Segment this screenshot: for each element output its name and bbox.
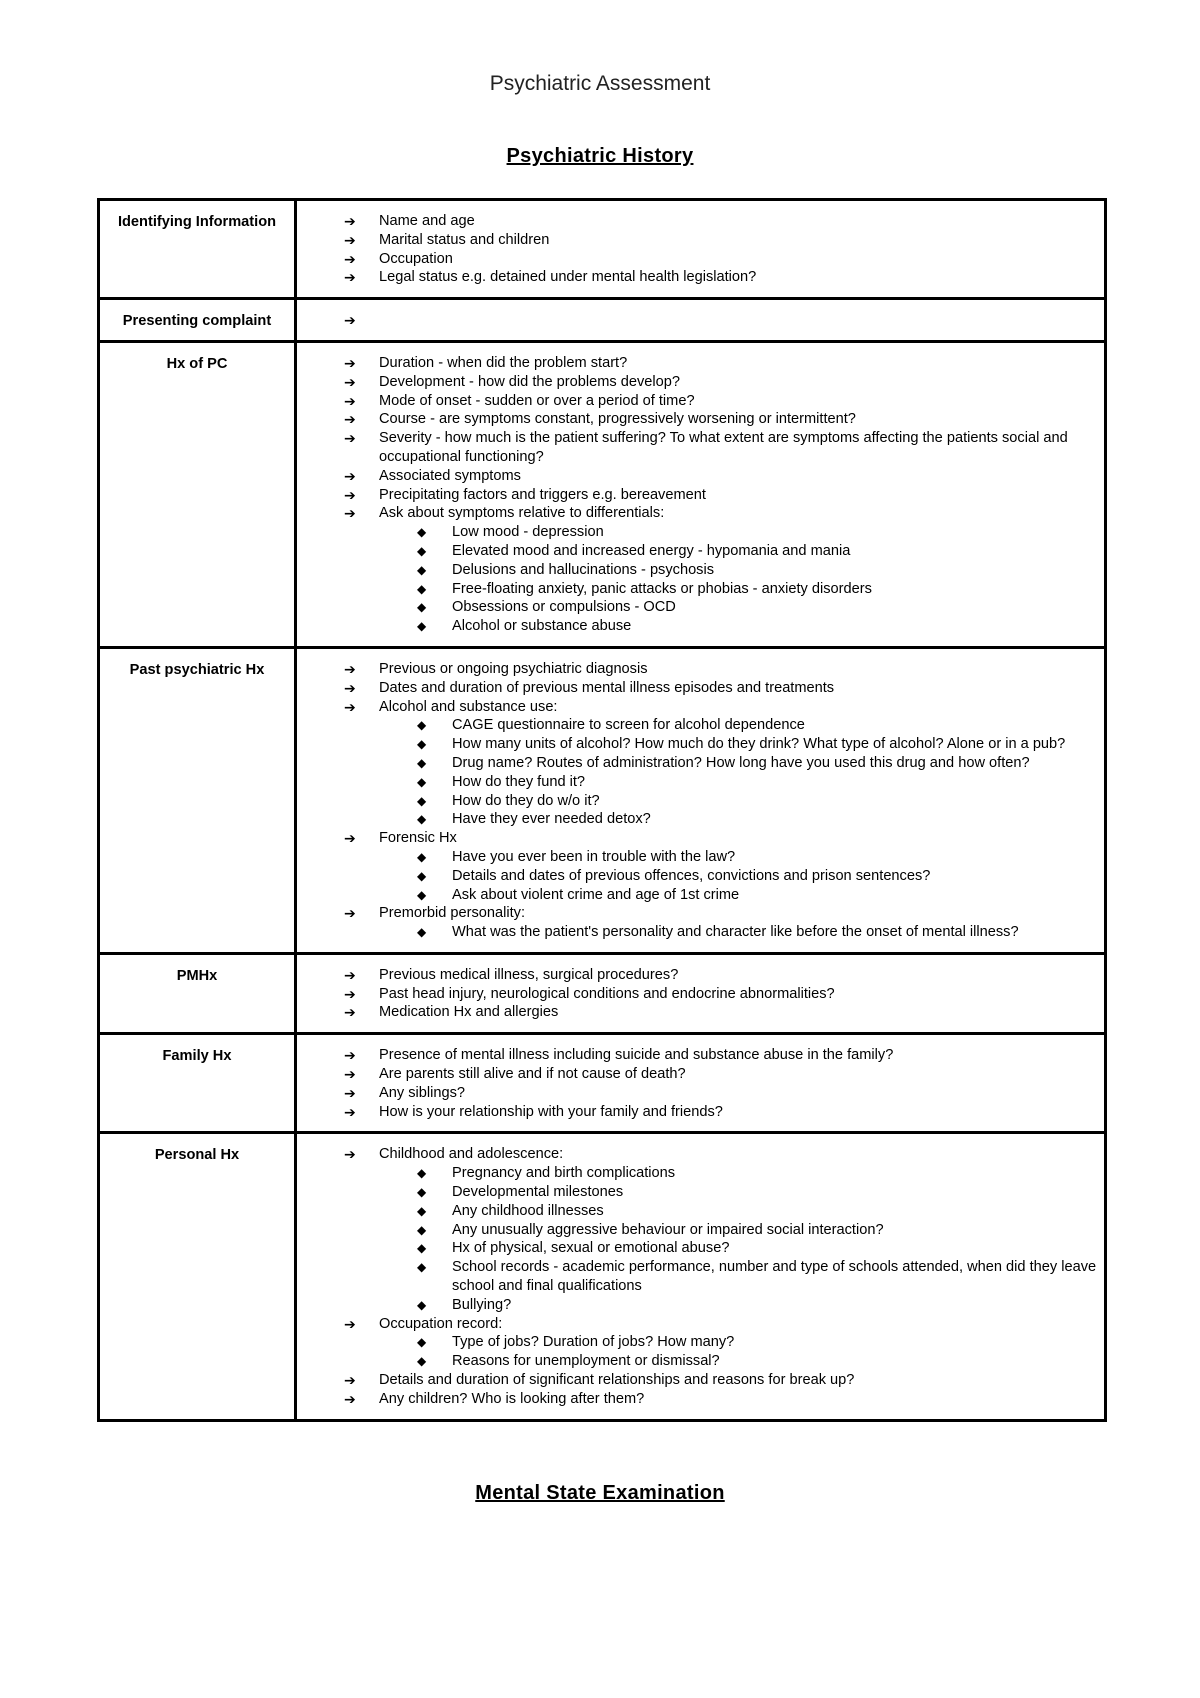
sub-list-item [379, 773, 1098, 792]
sub-list-item [379, 1164, 1098, 1183]
diamond-bullet-icon: ◆ [417, 868, 427, 883]
table-row [99, 341, 1106, 647]
sub-list-item [379, 810, 1098, 829]
arrow-right-icon: ➔ [344, 486, 356, 503]
arrow-right-icon: ➔ [344, 1372, 356, 1389]
sub-list-item [379, 1258, 1098, 1296]
diamond-bullet-icon: ◆ [417, 1166, 427, 1181]
arrow-right-icon: ➔ [344, 467, 356, 484]
row-content [296, 953, 1106, 1033]
document-title: Psychiatric Assessment [489, 72, 711, 95]
row-label: Past psychiatric Hx [99, 647, 296, 953]
sub-item-text: Reasons for unemployment or dismissal? [452, 1353, 720, 1370]
list-item [297, 231, 1098, 250]
sub-list-item [379, 561, 1098, 580]
sub-item-text: School records - academic performance, number and type of schools attended, when did they leave school and final qualifications [452, 1259, 1097, 1295]
item-text: Forensic Hx [379, 830, 457, 847]
item-list [297, 311, 1098, 330]
diamond-bullet-icon: ◆ [417, 793, 427, 808]
diamond-bullet-icon: ◆ [417, 581, 427, 596]
arrow-right-icon: ➔ [344, 1084, 356, 1101]
sub-list-item [379, 886, 1098, 905]
arrow-right-icon: ➔ [344, 392, 356, 409]
sub-list-item [379, 617, 1098, 636]
list-item [297, 311, 1098, 330]
sub-item-text: Low mood - depression [452, 524, 604, 541]
row-label: Hx of PC [99, 341, 296, 647]
arrow-right-icon: ➔ [344, 1103, 356, 1120]
arrow-right-icon: ➔ [344, 698, 356, 715]
diamond-bullet-icon: ◆ [417, 1222, 427, 1237]
sub-item-text: Developmental milestones [452, 1184, 624, 1201]
sub-item-text: Obsessions or compulsions - OCD [452, 599, 676, 616]
table-row [99, 1133, 1106, 1420]
table-row [99, 200, 1106, 299]
sub-item-text: Bullying? [452, 1296, 512, 1313]
list-item [297, 660, 1098, 679]
sub-item-list [379, 923, 1098, 942]
row-label: Presenting complaint [99, 299, 296, 342]
item-list [297, 966, 1098, 1022]
list-item [297, 354, 1098, 373]
sub-list-item [379, 1352, 1098, 1371]
list-item [297, 467, 1098, 486]
arrow-right-icon: ➔ [344, 269, 356, 286]
list-item [297, 904, 1098, 942]
sub-list-item [379, 867, 1098, 886]
item-text: Course - are symptoms constant, progressively worsening or intermittent? [379, 411, 856, 428]
item-text: Severity - how much is the patient suffering? To what extent are symptoms affecting the patients social and occupational functioning? [379, 430, 1068, 465]
table-row [99, 953, 1106, 1033]
sub-list-item [379, 598, 1098, 617]
sub-item-list [379, 848, 1098, 904]
list-item [297, 698, 1098, 830]
arrow-right-icon: ➔ [344, 985, 356, 1002]
sub-item-list [379, 1333, 1098, 1371]
diamond-bullet-icon: ◆ [417, 1203, 427, 1218]
row-content [296, 200, 1106, 299]
diamond-bullet-icon: ◆ [417, 1335, 427, 1350]
sub-item-text: Type of jobs? Duration of jobs? How many? [452, 1334, 735, 1351]
item-text: Details and duration of significant relationships and reasons for break up? [379, 1372, 855, 1389]
list-item [297, 1145, 1098, 1314]
sub-item-list [379, 523, 1098, 636]
item-text: Are parents still alive and if not cause of death? [379, 1066, 686, 1083]
diamond-bullet-icon: ◆ [417, 525, 427, 540]
sub-item-text: Pregnancy and birth complications [452, 1165, 676, 1182]
item-text: Ask about symptoms relative to differentials: [379, 505, 665, 522]
item-text: Presence of mental illness including suicide and substance abuse in the family? [379, 1047, 894, 1064]
sub-item-text: How many units of alcohol? How much do they drink? What type of alcohol? Alone or in a pub? [452, 736, 1066, 753]
item-list [297, 1145, 1098, 1408]
arrow-right-icon: ➔ [344, 312, 356, 329]
sub-item-text: Drug name? Routes of administration? How long have you used this drug and how often? [452, 754, 1030, 771]
sub-list-item [379, 1296, 1098, 1315]
row-content [296, 1034, 1106, 1133]
item-text: Precipitating factors and triggers e.g. bereavement [379, 486, 706, 503]
sub-item-text: Hx of physical, sexual or emotional abuse? [452, 1240, 730, 1257]
sub-list-item [379, 1333, 1098, 1352]
sub-item-text: Details and dates of previous offences, convictions and prison sentences? [452, 867, 931, 884]
item-list [297, 354, 1098, 636]
list-item [297, 829, 1098, 904]
arrow-right-icon: ➔ [344, 1390, 356, 1407]
sub-list-item [379, 1183, 1098, 1202]
item-text: Any children? Who is looking after them? [379, 1390, 645, 1407]
sub-list-item [379, 523, 1098, 542]
list-item [297, 212, 1098, 231]
row-label: PMHx [99, 953, 296, 1033]
diamond-bullet-icon: ◆ [417, 718, 427, 733]
arrow-right-icon: ➔ [344, 213, 356, 229]
item-text: Premorbid personality: [379, 905, 526, 922]
arrow-right-icon: ➔ [344, 660, 356, 677]
item-text: How is your relationship with your family and friends? [379, 1103, 723, 1120]
arrow-right-icon: ➔ [344, 430, 356, 447]
diamond-bullet-icon: ◆ [417, 774, 427, 789]
item-text: Development - how did the problems develop? [379, 373, 680, 390]
diamond-bullet-icon: ◆ [417, 619, 427, 634]
sub-list-item [379, 848, 1098, 867]
diamond-bullet-icon: ◆ [417, 737, 427, 752]
item-text: Any siblings? [379, 1084, 465, 1101]
item-text: Associated symptoms [379, 467, 521, 484]
sub-item-text: Ask about violent crime and age of 1st crime [452, 886, 740, 903]
table-row [99, 647, 1106, 953]
sub-item-text: Have they ever needed detox? [452, 811, 651, 828]
arrow-right-icon: ➔ [344, 905, 356, 922]
table-row [99, 299, 1106, 342]
item-text: Childhood and adolescence: [379, 1146, 564, 1163]
item-text: Medication Hx and allergies [379, 1004, 559, 1021]
arrow-right-icon: ➔ [344, 1047, 356, 1064]
diamond-bullet-icon: ◆ [417, 600, 427, 615]
sub-list-item [379, 923, 1098, 942]
item-text: Occupation record: [379, 1315, 503, 1332]
sub-item-text: Elevated mood and increased energy - hypomania and mania [452, 542, 851, 559]
diamond-bullet-icon: ◆ [417, 849, 427, 864]
sub-list-item [379, 1221, 1098, 1240]
sub-list-item [379, 735, 1098, 754]
psychiatric-history-table [97, 198, 1107, 1422]
row-content [296, 647, 1106, 953]
sub-list-item [379, 580, 1098, 599]
sub-item-text: How do they fund it? [452, 773, 586, 790]
history-table-body [99, 200, 1106, 1421]
item-text: Legal status e.g. detained under mental health legislation? [379, 269, 757, 286]
diamond-bullet-icon: ◆ [417, 543, 427, 558]
diamond-bullet-icon: ◆ [417, 1185, 427, 1200]
diamond-bullet-icon: ◆ [417, 755, 427, 770]
list-item [297, 1371, 1098, 1390]
sub-item-text: Any unusually aggressive behaviour or impaired social interaction? [452, 1221, 884, 1238]
item-text: Alcohol and substance use: [379, 698, 558, 715]
list-item [297, 1065, 1098, 1084]
diamond-bullet-icon: ◆ [417, 812, 427, 827]
list-item [297, 504, 1098, 636]
sub-list-item [379, 716, 1098, 735]
list-item [297, 486, 1098, 505]
sub-list-item [379, 542, 1098, 561]
diamond-bullet-icon: ◆ [417, 1241, 427, 1256]
sub-item-text: Alcohol or substance abuse [452, 618, 632, 635]
arrow-right-icon: ➔ [344, 411, 356, 428]
sub-item-text: CAGE questionnaire to screen for alcohol dependence [452, 717, 805, 734]
sub-list-item [379, 1202, 1098, 1221]
item-text: Occupation [379, 250, 453, 267]
arrow-right-icon: ➔ [344, 1315, 356, 1332]
item-text: Previous medical illness, surgical procedures? [379, 966, 679, 983]
item-text: Past head injury, neurological conditions and endocrine abnormalities? [379, 985, 835, 1002]
sub-item-text: Have you ever been in trouble with the law? [452, 848, 736, 865]
diamond-bullet-icon: ◆ [417, 887, 427, 902]
list-item [297, 1315, 1098, 1371]
item-text: Duration - when did the problem start? [379, 354, 628, 371]
psychiatric-history-heading: Psychiatric History [506, 145, 694, 167]
arrow-right-icon: ➔ [344, 373, 356, 390]
sub-item-text: Free-floating anxiety, panic attacks or phobias - anxiety disorders [452, 580, 872, 597]
row-content [296, 341, 1106, 647]
diamond-bullet-icon: ◆ [417, 562, 427, 577]
row-content [296, 299, 1106, 342]
list-item [297, 1103, 1098, 1122]
sub-list-item [379, 1239, 1098, 1258]
row-label: Family Hx [99, 1034, 296, 1133]
list-item [297, 985, 1098, 1004]
diamond-bullet-icon: ◆ [417, 1354, 427, 1369]
list-item [297, 373, 1098, 392]
arrow-right-icon: ➔ [344, 966, 356, 983]
sub-list-item [379, 792, 1098, 811]
list-item [297, 1003, 1098, 1022]
item-text: Marital status and children [379, 231, 550, 248]
item-text: Mode of onset - sudden or over a period of time? [379, 392, 695, 409]
list-item [297, 1390, 1098, 1409]
sub-item-text: Any childhood illnesses [452, 1202, 604, 1219]
list-item [297, 392, 1098, 411]
list-item [297, 679, 1098, 698]
item-text: Dates and duration of previous mental illness episodes and treatments [379, 679, 835, 696]
diamond-bullet-icon: ◆ [417, 1260, 427, 1275]
sub-item-text: What was the patient's personality and character like before the onset of mental illness? [452, 924, 1019, 941]
arrow-right-icon: ➔ [344, 505, 356, 522]
list-item [297, 429, 1098, 467]
arrow-right-icon: ➔ [344, 830, 356, 847]
arrow-right-icon: ➔ [344, 231, 356, 248]
row-label: Personal Hx [99, 1133, 296, 1420]
row-content [296, 1133, 1106, 1420]
table-row [99, 1034, 1106, 1133]
sub-item-list [379, 716, 1098, 829]
list-item [297, 1046, 1098, 1065]
arrow-right-icon: ➔ [344, 679, 356, 696]
list-item [297, 1084, 1098, 1103]
arrow-right-icon: ➔ [344, 354, 356, 371]
item-list [297, 212, 1098, 287]
sub-item-list [379, 1164, 1098, 1314]
arrow-right-icon: ➔ [344, 1146, 356, 1163]
arrow-right-icon: ➔ [344, 250, 356, 267]
arrow-right-icon: ➔ [344, 1004, 356, 1021]
diamond-bullet-icon: ◆ [417, 925, 427, 940]
list-item [297, 268, 1098, 287]
sub-item-text: How do they do w/o it? [452, 792, 600, 809]
item-list [297, 1046, 1098, 1121]
sub-list-item [379, 754, 1098, 773]
list-item [297, 966, 1098, 985]
diamond-bullet-icon: ◆ [417, 1297, 427, 1312]
list-item [297, 410, 1098, 429]
arrow-right-icon: ➔ [344, 1066, 356, 1083]
item-text: Name and age [379, 213, 475, 229]
row-label: Identifying Information [99, 200, 296, 299]
sub-item-text: Delusions and hallucinations - psychosis [452, 561, 715, 578]
list-item [297, 250, 1098, 269]
mental-state-examination-heading: Mental State Examination [475, 1482, 725, 1504]
item-text: Previous or ongoing psychiatric diagnosis [379, 660, 648, 677]
item-list [297, 660, 1098, 942]
